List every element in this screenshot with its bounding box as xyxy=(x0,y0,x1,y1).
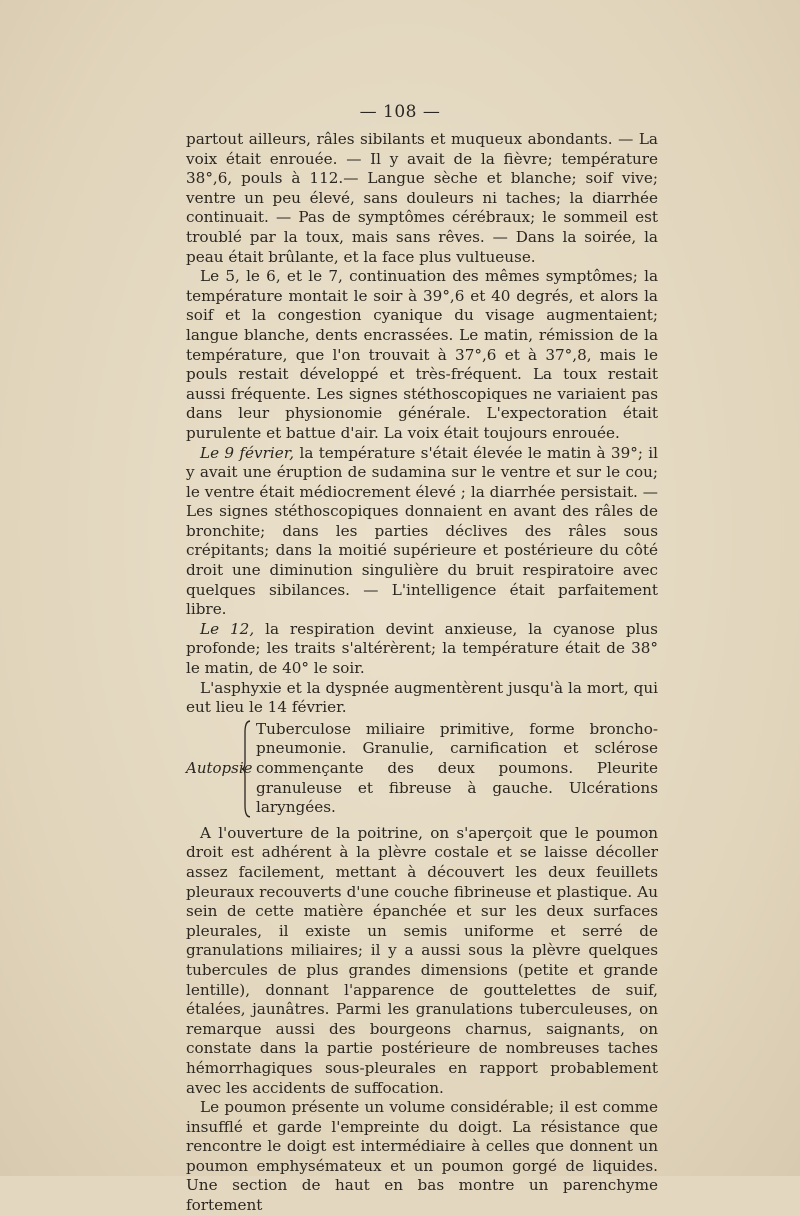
brace-icon xyxy=(242,720,252,818)
paragraph: Le poumon présente un volume considérable; il est comme insufflé et garde l'empreinte du doigt. La résistance que rencontre le doigt est intermédiaire à celles que donnent un poumon emphysémateux et un poumon gorgé de liquides. Une section de haut en bas montre un parenchyme fortement xyxy=(186,1098,658,1215)
body-text xyxy=(186,130,658,1216)
autopsy-block xyxy=(186,720,658,818)
paragraph: A l'ouverture de la poitrine, on s'aperçoit que le poumon droit est adhérent à la plèvre costale et se laisse décoller assez facilement, mettant à découvert les deux feuillets pleuraux recouverts d'une couche fibrineuse et plastique. Au sein de cette matière épanchée et sur les deux surfaces pleurales, il existe un semis uniforme et serré de granulations miliaires; il y a aussi sous la plèvre quelques tubercules de plus grandes dimensions (petite et grande lentille), donnant l'apparence de gouttelettes de suif, étalées, jaunâtres. Parmi les granulations tuberculeuses, on remarque aussi des bourgeons charnus, saignants, on constate dans la partie postérieure de nombreuses taches hémorrhagiques sous-pleurales en rapport probablement avec les accidents de suffocation. xyxy=(186,823,658,1097)
paragraph xyxy=(186,444,658,620)
date-lead: Le 9 février, xyxy=(200,443,295,462)
paragraph: partout ailleurs, râles sibilants et muqueux abondants. — La voix était enrouée. — Il y avait de la fièvre; température 38°,6, pouls à 112.— Langue sèche et blanche; soif vive; ventre un peu élevé, sans douleurs ni taches; la diarrhée continuait. — Pas de symptômes cérébraux; le sommeil est troublé par la toux, mais sans rêves. — Dans la soirée, la peau était brûlante, et la face plus vultueuse. xyxy=(186,130,658,266)
paragraph: Le 5, le 6, et le 7, continuation des mêmes symptômes; la température montait le soir à 39°,6 et 40 degrés, et alors la soif et la congestion cyanique du visage augmentaient; langue blanche, dents encrassées. Le matin, rémission de la température, que l'on trouvait à 37°,6 et à 37°,8, mais le pouls restait développé et très-fréquent. La toux restait aussi fréquente. Les signes stéthoscopiques ne variaient pas dans leur physionomie générale. L'expectoration était purulente et battue d'air. La voix était toujours enrouée. xyxy=(186,267,658,442)
date-lead: Le 12, xyxy=(200,619,255,638)
paragraph: L'asphyxie et la dyspnée augmentèrent jusqu'à la mort, qui eut lieu le 14 février. xyxy=(186,678,658,717)
paragraph-body: la température s'était élevée le matin à 39°; il y avait une éruption de sudamina sur le ventre et sur le cou; le ventre était médiocrement élevé ; la diarrhée persistait. — Les signes stéthoscopiques donnaient en avant des râles de bronchite; dans les parties déclives des râles sous crépitants; dans la moitié supérieure et postérieure du côté droit une diminution singulière du bruit respiratoire avec quelques sibilances. — L'intelligence était parfaitement libre. xyxy=(186,443,658,619)
autopsy-summary: Tuberculose miliaire primitive, forme broncho-pneumonie. Granulie, carnification et sclérose commençante des deux poumons. Pleurite granuleuse et fibreuse à gauche. Ulcérations laryngées. xyxy=(256,719,658,817)
paragraph xyxy=(186,620,658,679)
paragraph-body: la respiration devint anxieuse, la cyanose plus profonde; les traits s'altérèrent; la température était de 38° le matin, de 40° le soir. xyxy=(186,619,658,678)
autopsy-label: Autopsie xyxy=(186,759,253,777)
page-number: — 108 — xyxy=(359,102,441,122)
